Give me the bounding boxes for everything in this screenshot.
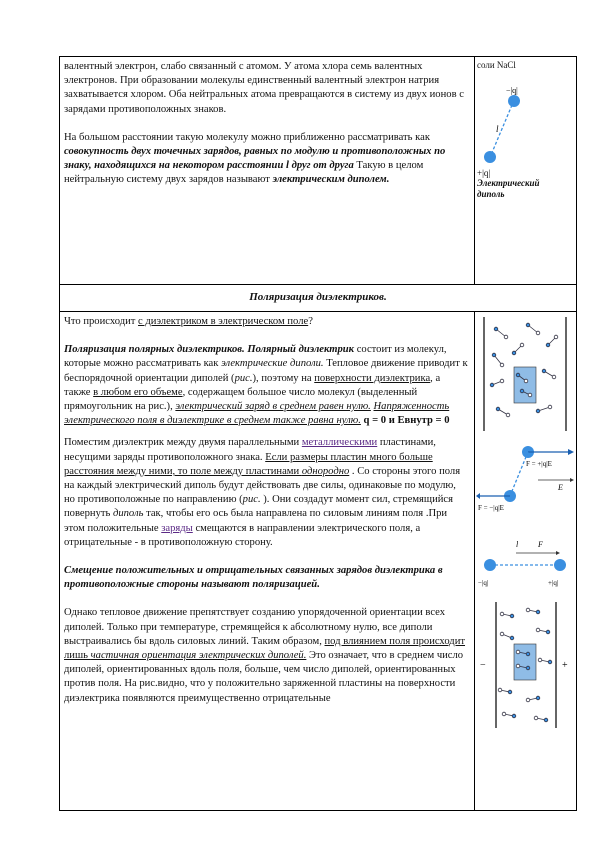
row1-paragraph2: На большом расстоянии такую молекулу можно приближенно рассматривать как совокупность двух точечных зарядов, равных по модулю и противоположных по знаку, находящихся на некотором расстоянии l друг от друга Такую в целом нейтральную систему двух зарядов называют электрическим диполем. xyxy=(64,131,446,186)
side-caption-top: соли NaCl xyxy=(477,60,516,70)
side-caption-bottom: Электрический диполь xyxy=(477,178,540,199)
fig4-minus: − xyxy=(480,660,486,671)
fig2-force-plus: F = +|q|E xyxy=(526,460,552,468)
fig3-f: F xyxy=(538,540,543,549)
question: Что происходит с диэлектриком в электрическом поле? xyxy=(64,316,313,327)
place-paragraph: Поместим диэлектрик между двумя параллельными металлическими пластинами, несущими заряды противоположного знака. Если размеры пластин много больше расстояния между ними, то поле между пластинами однородно . Со стороны этого поля на каждый электрический диполь будут действовать две силы, одинаковые по модулю, но противоположные по направлению (рис. ). Они создадут момент сил, стремящийся повернуть диполь так, чтобы его ось была направлена по силовым линиям поля .При этом положительные заряды смещаются в направлении электрического поля, а отрицательные - в противоположную сторону. xyxy=(64,437,461,548)
definition: Смещение положительных и отрицательных связанных зарядов диэлектрика в противоположные стороны называют поляризацией. xyxy=(64,565,443,591)
dipole-forces-figure xyxy=(476,440,576,520)
fig3-plus: +|q| xyxy=(548,579,559,587)
dipole-figure xyxy=(476,75,574,173)
row1-paragraph1: валентный электрон, слабо связанный с атомом. У атома хлора семь валентных электронов. При образовании молекулы единственный валентный электрон натрия захватывается хлором. Оба нейтральных атома превращаются в систему из двух ионов с зарядами противоположных знаков. xyxy=(64,61,464,115)
section-heading: Поляризация диэлектриков. xyxy=(249,291,387,303)
aligned-dipole-figure xyxy=(476,535,576,595)
fig2-field: E xyxy=(558,483,563,492)
row1-text xyxy=(64,60,469,202)
side-label-plus: +|q| xyxy=(477,168,491,178)
fig2-force-minus: F = −|q|E xyxy=(478,504,504,512)
thermal-paragraph: Однако тепловое движение препятствует созданию упорядоченной ориентации всех диполей. Только при температуре, стремящейся к абсолютному нулю, все диполи выстраивались бы вдоль силовых линий. Таким образом, под влиянием поля происходит лишь частичная ориентация электрических диполей. Это означает, что в среднем число диполей, ориентированных вдоль поля, больше, чем число диполей, ориентированных против поля. На рис.видно, что у положительно заряженной пластины на поверхности диэлектрика появляются преимущественно отрицательные xyxy=(64,607,466,704)
fig3-l: l xyxy=(516,540,519,549)
row2-text xyxy=(64,315,469,720)
oriented-dipoles-figure xyxy=(478,600,573,730)
random-dipoles-figure xyxy=(478,315,573,433)
polar-paragraph: Поляризация полярных диэлектриков. Полярный диэлектрик состоит из молекул, которые можно рассматривать как электрические диполи. Тепловое движение приводит к беспорядочной ориентации диполей (рис.), поэтому на поверхности диэлектрика, а также в любом его объеме, содержащем большое число молекул (выделенный прямоугольник на рис.), электрический заряд в среднем равен нулю. Напряженность электрического поля в диэлектрике в среднем также равна нулю. q = 0 и Евнутр = 0 xyxy=(64,344,468,427)
side-label-l: l xyxy=(496,124,499,134)
side-label-minus: −|q| xyxy=(506,86,518,95)
fig3-minus: −|q| xyxy=(478,579,489,587)
fig4-plus: + xyxy=(562,660,568,671)
